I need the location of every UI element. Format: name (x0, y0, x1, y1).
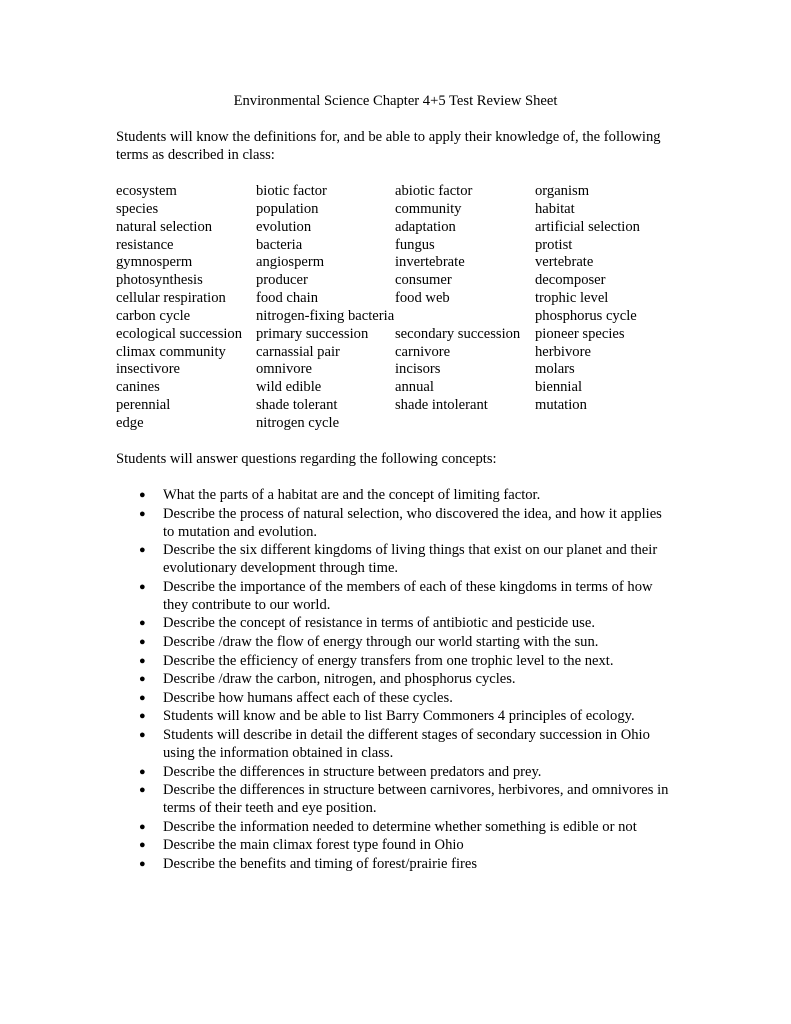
concept-list-item (116, 633, 676, 651)
term-cell: biennial (535, 379, 583, 396)
term-cell: fungus (395, 236, 435, 253)
bullet-icon: ● (139, 728, 146, 741)
concept-text: Describe how humans affect each of these cycles. (163, 689, 453, 706)
concept-text: Describe /draw the flow of energy through our world starting with the sun. (163, 633, 599, 650)
concept-text: Describe the main climax forest type found in Ohio (163, 837, 464, 854)
concept-text: Students will describe in detail the different stages of secondary succession in Ohio using the information obtained in class. (163, 726, 650, 761)
bullet-icon: ● (139, 617, 146, 630)
bullet-icon: ● (139, 839, 146, 852)
term-cell: secondary succession (395, 325, 521, 342)
terms-row (116, 289, 676, 307)
terms-row (116, 307, 676, 325)
bullet-icon: ● (139, 691, 146, 704)
concept-list-item (116, 670, 676, 688)
term-cell: habitat (535, 200, 575, 217)
terms-table (116, 182, 676, 432)
concept-text: Describe the efficiency of energy transfers from one trophic level to the next. (163, 652, 614, 669)
terms-row (116, 396, 676, 414)
terms-row (116, 360, 676, 378)
term-cell: incisors (395, 361, 441, 378)
term-cell: protist (535, 236, 573, 253)
concept-text: Describe /draw the carbon, nitrogen, and phosphorus cycles. (163, 671, 516, 688)
term-cell: photosynthesis (116, 272, 203, 289)
concept-list-item (116, 541, 676, 577)
term-cell: herbivore (535, 343, 591, 360)
bullet-icon: ● (139, 710, 146, 723)
concept-list-item (116, 486, 676, 504)
term-cell: angiosperm (256, 254, 325, 271)
bullet-icon: ● (139, 765, 146, 778)
concept-list-item (116, 707, 676, 725)
term-cell: species (116, 200, 159, 217)
term-cell: ecological succession (116, 325, 243, 342)
terms-row (116, 271, 676, 289)
terms-row (116, 182, 676, 200)
term-cell: primary succession (256, 325, 369, 342)
term-cell: decomposer (535, 272, 606, 289)
concept-text: Students will know and be able to list Barry Commoners 4 principles of ecology. (163, 708, 635, 725)
terms-intro-paragraph: Students will know the definitions for, and be able to apply their knowledge of, the following terms as described in class: (116, 129, 661, 163)
term-cell: gymnosperm (116, 254, 193, 271)
term-cell: cellular respiration (116, 290, 226, 307)
term-cell: food chain (256, 290, 319, 307)
terms-row (116, 200, 676, 218)
concept-list-item (116, 652, 676, 670)
concepts-intro-paragraph: Students will answer questions regarding the following concepts: (116, 451, 497, 467)
concept-text: Describe the differences in structure between predators and prey. (163, 763, 542, 780)
bullet-icon: ● (139, 635, 146, 648)
term-cell: insectivore (116, 361, 181, 378)
bullet-icon: ● (139, 489, 146, 501)
concept-text: What the parts of a habitat are and the concept of limiting factor. (163, 487, 541, 503)
concept-text: Describe the process of natural selection, who discovered the idea, and how it applies to mutation and evolution. (163, 505, 662, 540)
concept-text: Describe the information needed to determine whether something is edible or not (163, 818, 637, 835)
terms-row (116, 253, 676, 271)
concept-list-item (116, 855, 676, 873)
term-cell: resistance (116, 236, 174, 253)
terms-row (116, 414, 676, 432)
term-cell: perennial (116, 397, 171, 414)
concept-list-item (116, 836, 676, 854)
concept-list-item (116, 763, 676, 781)
bullet-icon: ● (139, 673, 146, 686)
term-cell: biotic factor (256, 183, 327, 199)
term-cell: annual (395, 379, 434, 396)
term-cell: organism (535, 183, 590, 199)
concept-list-item (116, 505, 676, 541)
term-cell: pioneer species (535, 325, 625, 342)
concept-text: Describe the differences in structure between carnivores, herbivores, and omnivores in terms of their teeth and eye position. (163, 782, 669, 817)
term-cell: wild edible (256, 379, 322, 396)
bullet-icon: ● (139, 820, 146, 833)
concept-text: Describe the concept of resistance in terms of antibiotic and pesticide use. (163, 615, 595, 632)
term-cell: ecosystem (116, 183, 177, 199)
term-cell: consumer (395, 272, 452, 289)
term-cell: community (395, 200, 462, 217)
term-cell: evolution (256, 218, 312, 235)
bullet-icon: ● (139, 857, 146, 870)
term-cell: climax community (116, 343, 226, 360)
concept-list-item (116, 726, 676, 762)
term-cell: shade intolerant (395, 397, 488, 414)
concept-list-item (116, 578, 676, 614)
term-cell: artificial selection (535, 218, 640, 235)
terms-row (116, 236, 676, 254)
terms-row (116, 343, 676, 361)
terms-row (116, 378, 676, 396)
bullet-icon: ● (139, 507, 146, 520)
term-cell: bacteria (256, 236, 303, 253)
term-cell: producer (256, 272, 308, 289)
term-cell: edge (116, 414, 144, 431)
term-cell: carnassial pair (256, 343, 340, 360)
term-cell: trophic level (535, 290, 609, 307)
document-title: Environmental Science Chapter 4+5 Test Review Sheet (233, 93, 558, 109)
term-cell: abiotic factor (395, 183, 473, 199)
bullet-icon: ● (139, 654, 146, 667)
concept-list-item (116, 781, 676, 817)
concept-text: Describe the benefits and timing of forest/prairie fires (163, 855, 478, 872)
term-cell: carbon cycle (116, 307, 191, 324)
bullet-icon: ● (139, 580, 146, 593)
concept-list-item (116, 689, 676, 707)
term-cell: nitrogen-fixing bacteria (256, 307, 395, 324)
concept-text: Describe the importance of the members of each of these kingdoms in terms of how they contribute to our world. (163, 578, 653, 613)
term-cell: canines (116, 379, 160, 396)
term-cell: invertebrate (395, 254, 465, 271)
term-cell: food web (395, 290, 450, 307)
concepts-list (116, 486, 676, 874)
term-cell: vertebrate (535, 254, 594, 271)
concept-list-item (116, 818, 676, 836)
term-cell: molars (535, 361, 575, 378)
bullet-icon: ● (139, 784, 146, 797)
term-cell: carnivore (395, 343, 451, 360)
bullet-icon: ● (139, 544, 146, 557)
term-cell: phosphorus cycle (535, 307, 637, 324)
concept-text: Describe the six different kingdoms of living things that exist on our planet and their evolutionary development through time. (163, 542, 658, 577)
term-cell: mutation (535, 397, 587, 414)
terms-row (116, 218, 676, 236)
term-cell: omnivore (256, 361, 312, 378)
term-cell: adaptation (395, 218, 456, 235)
term-cell: population (256, 200, 319, 217)
terms-row (116, 325, 676, 343)
term-cell: shade tolerant (256, 397, 338, 414)
term-cell: natural selection (116, 218, 213, 235)
term-cell: nitrogen cycle (256, 414, 340, 431)
concept-list-item (116, 614, 676, 632)
